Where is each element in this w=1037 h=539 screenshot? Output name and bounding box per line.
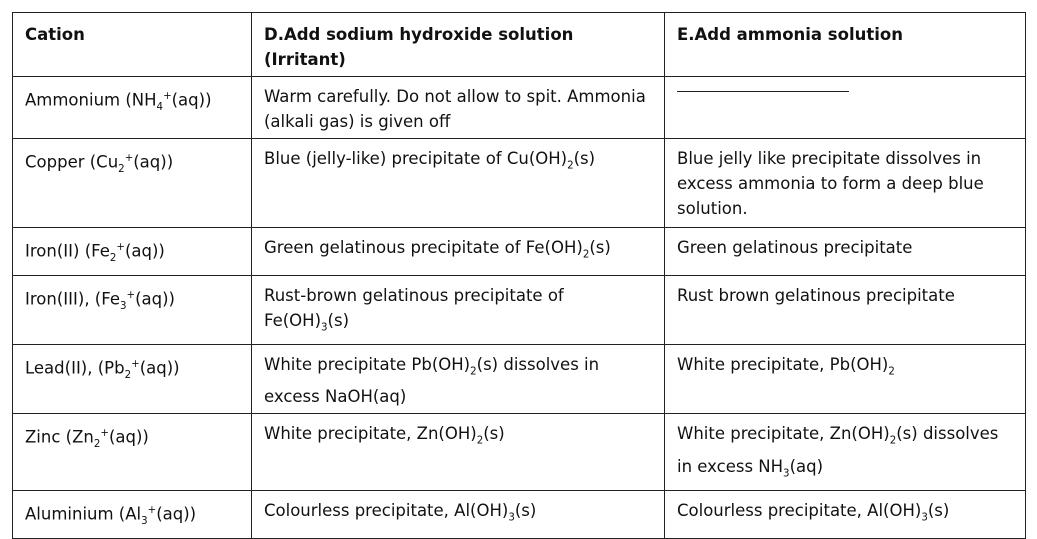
header-sodium-hydroxide: D.Add sodium hydroxide solution (Irritant): [252, 13, 665, 77]
cell-naoh-result: Colourless precipitate, $Al(OH)_3(s)$: [252, 490, 665, 538]
cell-naoh-result: Warm carefully. Do not allow to spit. Ammonia (alkali gas) is given off: [252, 77, 665, 139]
table-header-row: [13, 13, 1026, 77]
blank-line: [677, 91, 849, 92]
cell-naoh-result: Green gelatinous precipitate of $Fe(OH)_2(s)$: [252, 228, 665, 276]
table-row: [13, 77, 1026, 139]
header-cation: Cation: [13, 13, 252, 77]
cell-cation: Zinc $(Zn_2^+(aq))$: [13, 414, 252, 491]
cell-ammonia-result: [665, 77, 1026, 139]
table-row: [13, 275, 1026, 344]
cell-ammonia-result: Colourless precipitate, $Al(OH)_3(s)$: [665, 490, 1026, 538]
table-row: [13, 345, 1026, 414]
table-row: [13, 414, 1026, 491]
cell-cation: Lead(II), $(Pb_2^+(aq))$: [13, 345, 252, 414]
cell-naoh-result: Rust-brown gelatinous precipitate of $Fe(OH)_3(s)$: [252, 275, 665, 344]
cation-tests-table: [12, 12, 1026, 539]
cell-ammonia-result: Rust brown gelatinous precipitate: [665, 275, 1026, 344]
cell-ammonia-result: Blue jelly like precipitate dissolves in excess ammonia to form a deep blue solution.: [665, 139, 1026, 228]
cell-naoh-result: White precipitate $Pb(OH)_2(s)$ dissolves in excess NaOH(aq): [252, 345, 665, 414]
table-row: [13, 139, 1026, 228]
cell-cation: Aluminium $(Al_3^+(aq))$: [13, 490, 252, 538]
cell-cation: Iron(III), $(Fe_3^+(aq))$: [13, 275, 252, 344]
cell-naoh-result: Blue (jelly-like) precipitate of $Cu(OH)_2(s)$: [252, 139, 665, 228]
cell-naoh-result: White precipitate, $Zn(OH)_2(s)$: [252, 414, 665, 491]
table-row: [13, 490, 1026, 538]
cell-cation: Iron(II) $(Fe_2^+(aq))$: [13, 228, 252, 276]
table-row: [13, 228, 1026, 276]
cell-ammonia-result: White precipitate, $Zn(OH)_2(s)$ dissolves in excess $NH_3(aq)$: [665, 414, 1026, 491]
cell-ammonia-result: Green gelatinous precipitate: [665, 228, 1026, 276]
cell-cation: Ammonium $(NH_4^+(aq))$: [13, 77, 252, 139]
header-ammonia: E.Add ammonia solution: [665, 13, 1026, 77]
cell-cation: Copper $(Cu_2^+(aq))$: [13, 139, 252, 228]
cell-ammonia-result: White precipitate, $Pb(OH)_2$: [665, 345, 1026, 414]
